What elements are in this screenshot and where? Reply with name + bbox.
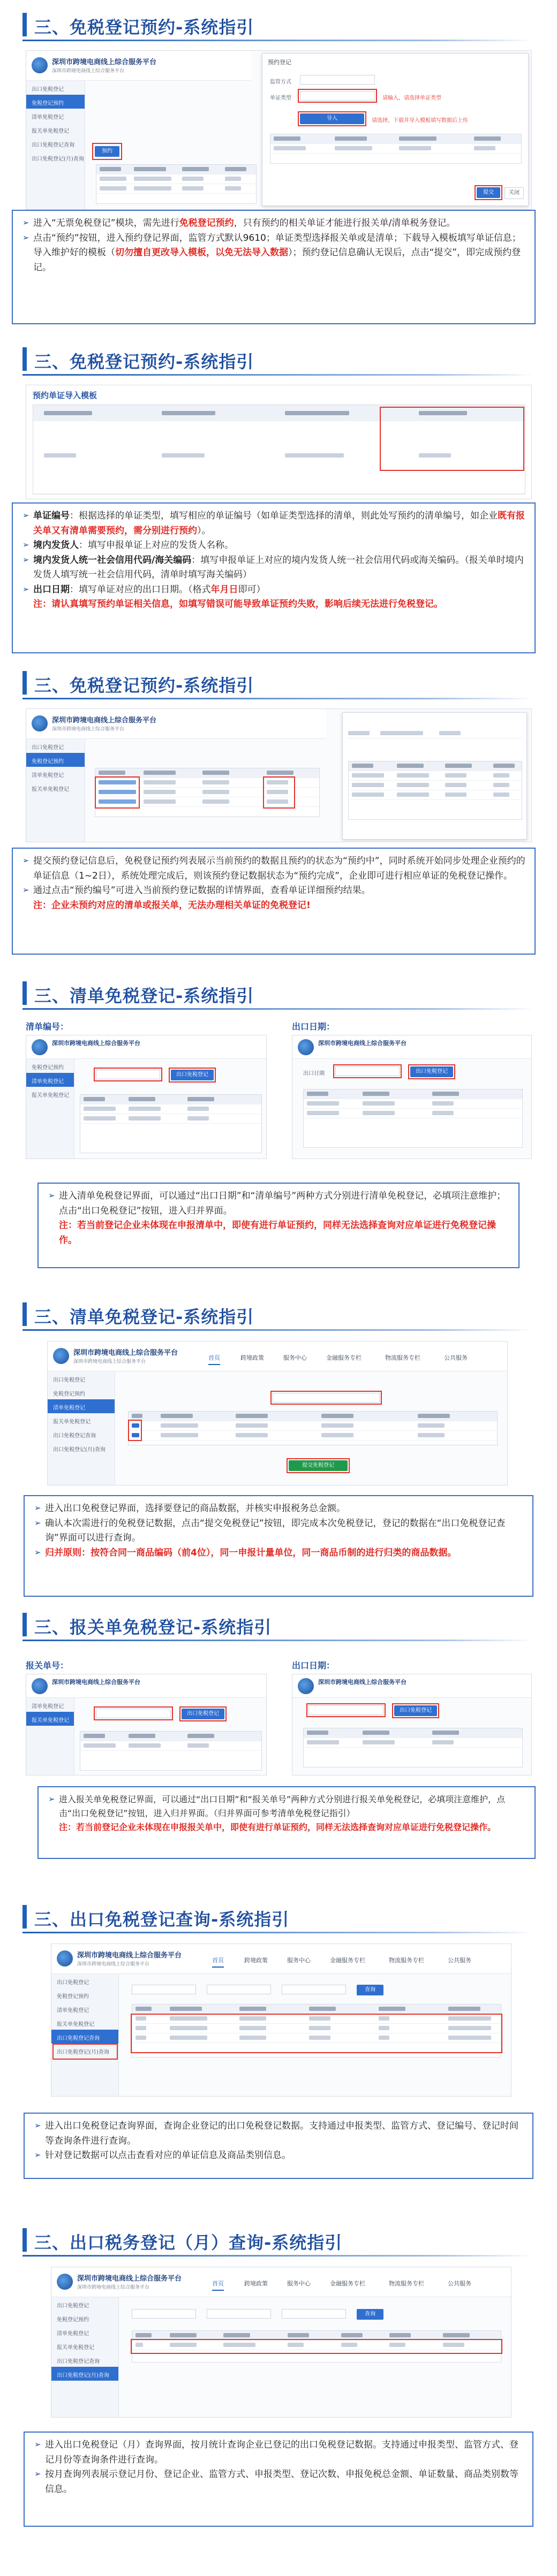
note-text: ，只有预约的相关单证才能进行报关单/清单税务登记。 (234, 218, 456, 228)
note-text: 进入出口免税登记查询界面，查询企业登记的出口免税登记数据。支持通过申报类型、监管方式、登记编号、登记时间等查询条件进行查询。 (45, 2121, 518, 2146)
note-line (22, 231, 526, 276)
sidebar-item[interactable]: 报关单免税登记 (32, 1093, 69, 1099)
highlight-box (392, 1703, 439, 1718)
section-title: 三、出口免税登记查询-系统指引 (34, 1909, 290, 1930)
note-emphasis: 注：若当前登记企业未体现在申报报关单中，即使有进行单证预约，同样无法选择查询对应单证进行免税登记操作。 (59, 1822, 496, 1832)
screenshot-declaration-by-number (26, 1674, 267, 1775)
sidebar-item[interactable]: 免税登记预约 (57, 2317, 89, 2323)
nav-item[interactable]: 首页 (212, 1956, 224, 1968)
note-line (34, 1502, 524, 1516)
nav-item[interactable]: 公共服务 (444, 1354, 468, 1361)
nav-item[interactable]: 首页 (208, 1353, 220, 1365)
portal-name: 深圳市跨境电商线上综合服务平台 (77, 1952, 182, 1960)
sidebar-item-active[interactable]: 清单免税登记 (48, 1399, 115, 1413)
portal-logo-icon (32, 715, 48, 731)
note-text: 进入出口免税登记界面，选择要登记的商品数据，并核实申报税务总金额。 (45, 1503, 345, 1514)
sidebar-item[interactable]: 清单免税登记 (57, 2008, 89, 2014)
portal-name: 深圳市跨境电商线上综合服务平台 (318, 1679, 407, 1686)
note-text: ）；预约登记信息确认无误后，点击“提交”，即完成预约登记。 (33, 247, 521, 273)
detail-filter (348, 729, 522, 740)
sidebar-item[interactable]: 出口免税登记 (57, 2303, 89, 2309)
portal-header (292, 1035, 531, 1059)
note-text: 针对登记数据可以点击查看对应的单证信息及商品类别信息。 (45, 2150, 291, 2161)
header-accent (22, 1302, 27, 1326)
caption-list-number: 清单编号： (26, 1022, 69, 1032)
note-emphasis: 既有报关单又有清单需要预约，需分别进行预约 (33, 510, 525, 536)
highlight-box (298, 111, 366, 126)
screenshot-monthly-query (51, 2267, 511, 2418)
filter-input[interactable] (207, 2309, 271, 2319)
caption-export-date: 出口日期： (292, 1022, 335, 1032)
section-header (0, 2221, 557, 2259)
submit-register-button[interactable]: 提交免税登记 (289, 1460, 348, 1471)
note-line (22, 553, 526, 583)
portal-subtitle: 深圳市跨境电商线上综合服务平台 (52, 68, 125, 74)
goods-table (128, 1411, 498, 1445)
export-register-button[interactable]: 出口免税登记 (182, 1709, 224, 1719)
sidebar-item[interactable]: 清单免税登记 (32, 115, 64, 120)
declaration-table (303, 1728, 523, 1767)
header-accent (22, 981, 27, 1005)
note-line (22, 509, 526, 538)
nav-item[interactable]: 首页 (212, 2279, 224, 2291)
portal-name: 深圳市跨境电商线上综合服务平台 (52, 1679, 140, 1686)
portal-name: 深圳市跨境电商线上综合服务平台 (73, 1349, 178, 1357)
reservation-table (96, 164, 257, 204)
header-accent (22, 671, 27, 695)
note-warning (22, 597, 526, 612)
section-title: 三、清单免税登记-系统指引 (34, 1307, 254, 1327)
sidebar-item[interactable]: 清单免税登记 (32, 773, 64, 779)
portal-header (48, 1342, 507, 1371)
sidebar-item[interactable]: 出口免税登记 (57, 1980, 89, 1986)
portal-logo-icon (298, 1678, 314, 1694)
header-rule (22, 698, 535, 699)
highlight-box (128, 1420, 142, 1441)
highlight-box (92, 143, 122, 160)
note-text: ：填写申报单证上对应的发货人名称。 (79, 540, 234, 551)
sidebar-item[interactable]: 出口免税登记查询 (53, 1433, 96, 1439)
sidebar-item[interactable]: 免税登记预约 (57, 1994, 89, 2000)
sidebar (51, 2297, 119, 2417)
highlight-box (169, 1068, 216, 1083)
note-text: 进入清单免税登记界面，可以通过“出口日期”和“清单编号”两种方式分别进行清单免税登记，必填项注意维护；点击“出口免税登记”按钮，进入归并界面。 (59, 1191, 506, 1216)
section-reservation-3 (0, 658, 557, 969)
portal-logo-icon (57, 2274, 73, 2290)
portal-name: 深圳市跨境电商线上综合服务平台 (77, 2275, 182, 2283)
nav-item[interactable]: 公共服务 (448, 2280, 471, 2287)
download-template-button[interactable]: 导入 (300, 113, 364, 124)
list-table (303, 1089, 523, 1148)
sidebar-item-active[interactable]: 清单免税登记 (26, 1073, 74, 1087)
highlight-box (333, 1064, 402, 1078)
screenshot-template (26, 385, 532, 499)
sidebar-item[interactable]: 报关单免税登记 (57, 2345, 94, 2351)
note-emphasis: 注：企业未预约对应的清单或报关单，无法办理相关单证的免税登记! (33, 900, 311, 911)
query-button[interactable]: 查询 (357, 1985, 383, 1995)
sidebar-item[interactable]: 出口免税登记(月)查询 (57, 2049, 109, 2055)
note-box (24, 2432, 533, 2527)
note-text: ：填写单证对应的出口日期。（格式 (70, 584, 211, 595)
note-text: 通过点击“预约编号”可进入当前预约登记数据的详情界面，查看单证详细预约结果。 (33, 885, 371, 896)
note-line (22, 883, 526, 898)
highlight-box (131, 2014, 502, 2053)
header-rule (22, 2255, 535, 2257)
sidebar-item[interactable]: 出口免税登记(月)查询 (53, 1447, 106, 1453)
note-emphasis: 注：请认真填写预约单证相关信息，如填写错误可能导致单证预约失败，影响后续无法进行免税登记。 (33, 599, 443, 610)
screenshot-list-by-number (26, 1035, 267, 1159)
note-text: 点击“预约”按钮，进入预约登记界面，监管方式默认9610；单证类型选择报关单或是清单；下载导入模板填写单证信息；导入维护好的模板（ (33, 232, 521, 258)
submit-button[interactable]: 提交 (477, 187, 500, 198)
note-emphasis: 免税登记预约 (179, 218, 234, 228)
highlight-box (475, 185, 502, 200)
portal-logo-icon (32, 1678, 48, 1694)
caption-export-date: 出口日期： (292, 1660, 335, 1671)
nav-item[interactable]: 金融服务专栏 (330, 1957, 365, 1964)
section-header (0, 974, 557, 1012)
header-accent (22, 2228, 27, 2252)
nav-item[interactable]: 金融服务专栏 (326, 1354, 362, 1361)
screenshot-merge (47, 1341, 508, 1485)
section-header (0, 5, 557, 44)
header-accent (22, 1613, 27, 1636)
sidebar-item[interactable]: 报关单免税登记 (32, 128, 69, 134)
query-button[interactable]: 查询 (357, 2309, 383, 2320)
sidebar (26, 1698, 74, 1775)
header-rule (22, 374, 535, 376)
header-rule (22, 1008, 535, 1010)
note-text: 进入“无票免税登记”模块，需先进行 (33, 218, 179, 228)
export-register-button[interactable]: 出口免税登记 (394, 1705, 437, 1716)
note-box (24, 2113, 533, 2179)
note-line (22, 538, 526, 553)
section-reservation-2 (0, 334, 557, 658)
reservation-dialog: 预约登记 监管方式 单证类型 请输入，请选择单证类型 导入 请选择，下载并导入模板填写数据后上传 提交 关闭 (262, 53, 529, 206)
sidebar-item[interactable]: 出口免税登记查询 (32, 142, 74, 148)
red-hint: 请选择，下载并导入模板填写数据后上传 (372, 118, 468, 124)
note-text: 进入出口免税登记（月）查询界面，按月统计查询企业已登记的出口免税登记数据。支持通过申报类型、监管方式、登记月份等查询条件进行查询。 (45, 2440, 518, 2465)
note-line (34, 2438, 524, 2467)
sidebar-item[interactable]: 清单免税登记 (32, 1704, 64, 1710)
portal-name: 深圳市跨境电商线上综合服务平台 (52, 717, 157, 725)
sidebar-item[interactable]: 报关单免税登记 (57, 2022, 94, 2028)
nav-item[interactable]: 物流服务专栏 (389, 1957, 424, 1964)
cancel-button[interactable]: 关闭 (505, 187, 524, 199)
sidebar-item[interactable]: 报关单免税登记 (53, 1419, 91, 1425)
section-reservation-1 (0, 0, 557, 334)
header-rule (22, 1932, 535, 1933)
portal-header (26, 1674, 266, 1698)
highlight-box (380, 407, 524, 471)
note-box (24, 1495, 533, 1597)
note-box (37, 1786, 536, 1859)
screenshot-reservation-list (26, 708, 532, 842)
filter-input[interactable] (282, 2309, 346, 2319)
note-text: 提交预约登记信息后，免税登记预约列表展示当前预约的数据且预约的状态为“预约中”，同时系统开始同步处理企业预约的单证信息（1~2日），系统处理完成后，则该预约登记数据状态为“预约完成”，企业即可进行相应单证的免税登记操作。 (33, 856, 525, 881)
highlight-box (408, 1064, 455, 1079)
note-emphasis: 注：若当前登记企业未体现在申报清单中，即使有进行单证预约，同样无法选择查询对应单证进行免税登记操作。 (59, 1220, 496, 1246)
portal-header (292, 1674, 531, 1698)
note-line (48, 1189, 510, 1218)
export-register-button[interactable]: 出口免税登记 (410, 1066, 453, 1077)
note-warning (48, 1820, 526, 1834)
portal-name: 深圳市跨境电商线上综合服务平台 (52, 58, 157, 66)
section-title: 三、免税登记预约-系统指引 (34, 675, 254, 696)
portal-logo-icon (53, 1348, 69, 1364)
sidebar-item-active[interactable]: 免税登记预约 (26, 95, 85, 109)
section-header (0, 664, 557, 702)
screenshot-list-by-date: 深圳市跨境电商线上综合服务平台 出口日期 出口免税登记 (292, 1035, 532, 1159)
sidebar-item-active[interactable]: 报关单免税登记 (26, 1712, 74, 1726)
nav-item[interactable]: 物流服务专栏 (385, 1354, 420, 1361)
note-line (34, 2119, 524, 2148)
portal-header (51, 2267, 511, 2297)
note-box (37, 1183, 520, 1268)
portal-header (26, 51, 251, 81)
sidebar-item[interactable]: 报关单免税登记 (32, 787, 69, 792)
section-title: 三、报关单免税登记-系统指引 (34, 1617, 272, 1637)
portal-logo-icon (298, 1039, 314, 1055)
section-list-register (0, 969, 557, 1290)
note-emphasis: 归并原则：按符合同一商品编码（前4位），同一申报计量单位，同一商品币制的进行归类的商品数据。 (45, 1547, 457, 1558)
section-header (0, 1605, 557, 1644)
note-line (34, 1516, 524, 1546)
sidebar-item-active[interactable]: 免税登记预约 (26, 753, 85, 767)
note-line (34, 1546, 524, 1561)
nav-item[interactable]: 跨境政策 (244, 2280, 268, 2287)
sidebar-item[interactable]: 出口免税登记 (53, 1377, 85, 1383)
header-rule (22, 1640, 535, 1641)
header-rule (22, 1329, 535, 1331)
sidebar-item[interactable]: 出口免税登记 (32, 87, 64, 93)
header-accent (22, 347, 27, 371)
note-line (34, 2148, 524, 2163)
note-line (34, 2467, 524, 2497)
sidebar-item[interactable]: 出口免税登记(月)查询 (32, 156, 84, 162)
template-title: 预约单证导入模板 (33, 391, 97, 400)
screenshot-reservation (26, 50, 532, 210)
portal-logo-icon (32, 1039, 48, 1055)
import-preview-table (270, 134, 522, 164)
sidebar-item[interactable]: 免税登记预约 (32, 1065, 64, 1071)
export-register-button[interactable]: 出口免税登记 (171, 1070, 214, 1080)
note-text: 按月查询列表展示登记月份、登记企业、监管方式、申报类型、登记次数、申报免税总金额、单证数量、商品类别数等信息。 (45, 2469, 518, 2495)
note-line (48, 1793, 526, 1820)
portal-subtitle: 深圳市跨境电商线上综合服务平台 (73, 1359, 146, 1365)
dialog-title: 预约登记 (268, 59, 291, 66)
note-line (22, 216, 526, 231)
nav-item[interactable]: 金融服务专栏 (330, 2280, 365, 2287)
note-box (12, 210, 536, 324)
note-emphasis: 年月日 (210, 584, 238, 595)
highlight-box (306, 1703, 386, 1717)
reservation-detail-dialog (342, 712, 527, 840)
section-title: 三、免税登记预约-系统指引 (34, 17, 254, 37)
note-text: 单证编号 (33, 510, 70, 521)
section-list-merge (0, 1290, 557, 1605)
section-header (0, 340, 557, 378)
filter-input[interactable] (132, 2309, 196, 2319)
red-hint: 请输入，请选择单证类型 (382, 95, 441, 101)
note-emphasis: 切勿擅自更改导入模板，以免无法导入数据 (115, 247, 288, 258)
section-header (0, 1897, 557, 1936)
note-text: 出口日期 (33, 584, 70, 595)
sidebar (48, 1371, 115, 1485)
note-text: 境内发货人统一社会信用代码/海关编码 (33, 554, 192, 566)
portal-logo-icon (57, 1950, 73, 1967)
note-line (22, 583, 526, 598)
section-title: 三、出口税务登记（月）查询-系统指引 (34, 2232, 343, 2253)
highlight-box (270, 1391, 382, 1405)
portal-header (26, 709, 326, 739)
note-text: 确认本次需进行的免税登记数据，点击“提交免税登记”按钮，即完成本次免税登记，登记的数据在“出口免税登记查询”界面可以进行查询。 (45, 1518, 506, 1544)
section-header (0, 1295, 557, 1333)
note-warning (22, 898, 526, 913)
highlight-box (298, 89, 377, 103)
highlight-box (52, 2044, 118, 2060)
screenshot-declaration-by-date (292, 1674, 532, 1775)
sidebar (26, 1059, 74, 1159)
note-text: ：填写申报单证上对应的境内发货人统一社会信用代码或海关编码。（报关单时境内发货人填写统一社会信用代码，清单时填写海关编码） (33, 554, 524, 581)
section-monthly-query (0, 2215, 557, 2576)
sidebar (26, 739, 85, 842)
highlight-box (94, 1068, 162, 1081)
sidebar-item-active[interactable]: 出口免税登记(月)查询 (51, 2367, 118, 2381)
note-box (12, 848, 536, 955)
highlight-box (179, 1706, 227, 1721)
nav-item[interactable]: 跨境政策 (244, 1957, 268, 1964)
portal-subtitle: 深圳市跨境电商线上综合服务平台 (77, 2285, 150, 2290)
note-text: 进入报关单免税登记界面，可以通过“出口日期”和“报关单号”两种方式分别进行报关单免税登记，必填项注意维护，点击“出口免税登记”按钮，进入归并界面。（归并界面可参考清单免税登记指引） (59, 1794, 506, 1818)
header-accent (22, 13, 27, 36)
filter-input[interactable] (282, 1985, 346, 1994)
note-text: ：根据选择的单证类型，填写相应的单证编号（如单证类型选择的清单，则此处写预约的清单编号，如企业 (70, 510, 498, 521)
header-rule (22, 40, 535, 41)
nav-item[interactable]: 物流服务专栏 (389, 2280, 424, 2287)
portal-subtitle: 深圳市跨境电商线上综合服务平台 (52, 727, 125, 732)
highlight-box (131, 2339, 502, 2354)
filter-input[interactable] (132, 1985, 196, 1994)
filter-input[interactable] (207, 1985, 271, 1994)
declaration-table (80, 1731, 262, 1771)
highlight-box (287, 1458, 350, 1473)
sidebar-item[interactable]: 免税登记预约 (53, 1391, 85, 1397)
detail-table (348, 761, 522, 820)
highlight-box (95, 776, 140, 809)
highlight-box (94, 1706, 173, 1720)
sidebar-item-active[interactable]: 出口免税登记查询 (51, 2030, 118, 2044)
portal-name: 深圳市跨境电商线上综合服务平台 (318, 1040, 407, 1047)
section-title: 三、免税登记预约-系统指引 (34, 352, 254, 372)
sidebar-item[interactable]: 出口免税登记 (32, 745, 64, 751)
note-text: 境内发货人 (33, 540, 79, 551)
sidebar (51, 1974, 119, 2096)
section-export-query (0, 1862, 557, 2215)
nav-item[interactable]: 跨境政策 (240, 1354, 264, 1361)
header-accent (22, 1905, 27, 1929)
portal-logo-icon (32, 57, 48, 73)
portal-name: 深圳市跨境电商线上综合服务平台 (52, 1040, 140, 1047)
sidebar-item[interactable]: 清单免税登记 (57, 2331, 89, 2337)
nav-item[interactable]: 服务中心 (287, 1957, 311, 1964)
sidebar (26, 81, 85, 209)
portal-subtitle: 深圳市跨境电商线上综合服务平台 (77, 1962, 150, 1967)
list-table (80, 1094, 262, 1153)
reserve-button[interactable]: 预约 (95, 146, 119, 157)
note-text: 即可） (238, 584, 266, 595)
customs-mode-select[interactable] (300, 75, 375, 85)
caption-declaration-number: 报关单号： (26, 1660, 69, 1671)
highlight-box (263, 776, 295, 809)
screenshot-export-query (51, 1944, 511, 2097)
nav-item[interactable]: 服务中心 (287, 2280, 311, 2287)
portal-header (26, 1035, 266, 1059)
note-line (22, 854, 526, 883)
nav-item[interactable]: 公共服务 (448, 1957, 471, 1964)
section-title: 三、清单免税登记-系统指引 (34, 986, 254, 1006)
portal-header (51, 1944, 511, 1974)
note-box (12, 502, 536, 653)
sidebar-item[interactable]: 出口免税登记查询 (57, 2359, 100, 2365)
note-warning (48, 1218, 510, 1248)
section-declaration-register (0, 1605, 557, 1862)
nav-item[interactable]: 服务中心 (283, 1354, 307, 1361)
note-text: ）。 (197, 525, 211, 536)
